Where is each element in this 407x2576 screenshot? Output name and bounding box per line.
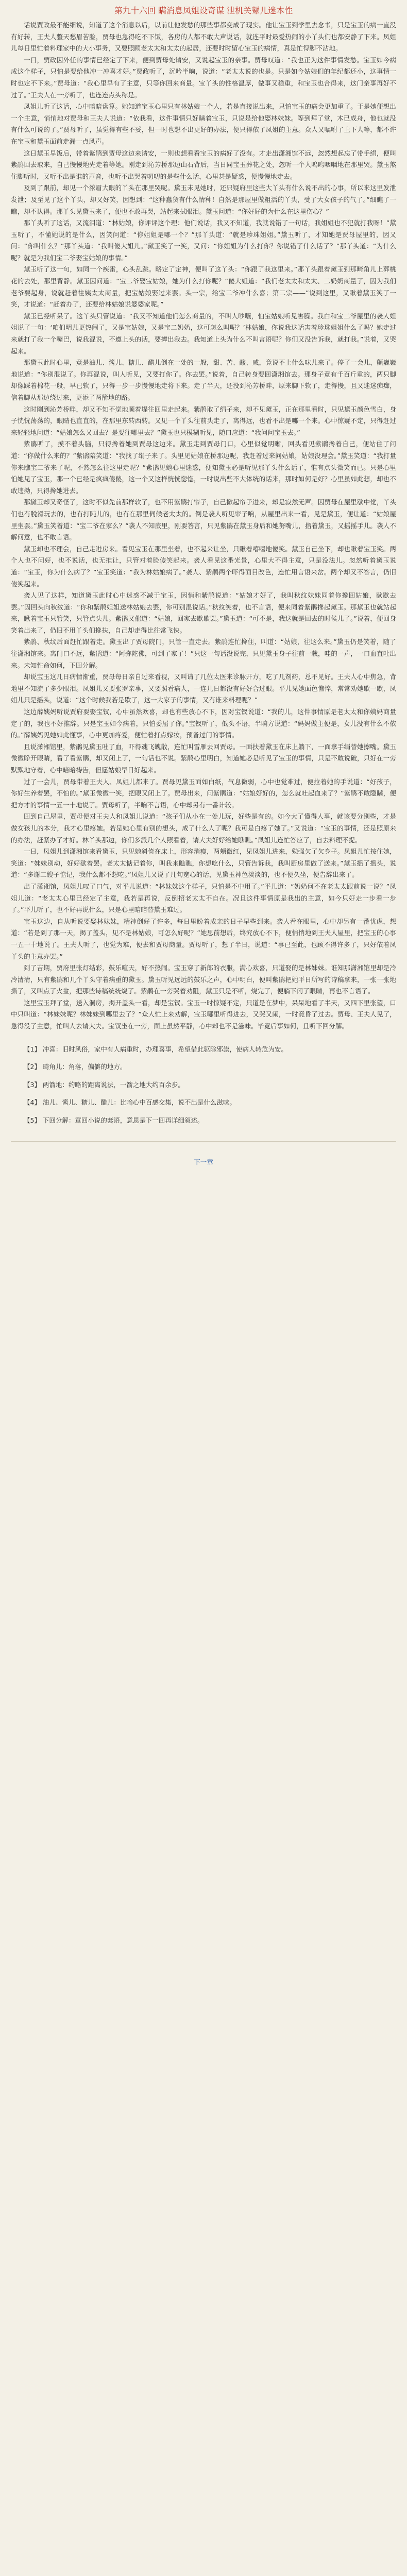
paragraph: 黛玉却也不理会，自己走进房来。看见宝玉在那里坐着，也不起来让坐，只瞅着嘻嘻地傻笑。黛玉自己坐下，却也瞅着宝玉笑。两个人也不问好，也不说话，也无推让，只管对着脸傻笑起来。袭人看见这番光景，心里大不得主意，只是没法儿。忽然听着黛玉说道：“宝玉，你为什么病了？”宝玉笑道：“我为林姑娘病了。”袭人、紫鹃两个吓得面目改色，连忙用言语来岔。两个却又不答言，仍旧傻笑起来。: [11, 545, 396, 588]
footnote: 【4】 油儿、酱儿、糖儿、醋儿：比喻心中百感交集，说不出是什么滋味。: [24, 1098, 236, 1107]
next-chapter-button[interactable]: 下一章: [194, 1158, 213, 1166]
footnote: 【2】 畸角儿：角落，偏僻的地方。: [24, 1063, 127, 1071]
paragraph: 黛玉已经听呆了。这丫头只管说道：“我又不知道他们怎么商量的，不叫人吵嚷，怕宝姑娘听见害臊。我白和宝二爷屋里的袭人姐姐说了一句：‘咱们明儿更热闹了，又是宝姑娘，又是宝二奶奶，这可怎么叫呢？’林姑娘，你说我这话害着珍珠姐姐什么了吗？她走过来就打了我一个嘴巴，说我混说，不遵上头的话，要撵出我去。我知道上头为什么不叫言语呢？你们又没告诉我，就打我。”说着，又哭起来。: [11, 312, 396, 355]
chapter-body: [11, 20, 396, 1032]
paragraph: 过了一会儿，贾母带着王夫人、凤姐儿都来了。贾母见黛玉面如白纸，气息微弱，心中也觉难过，便拉着她的手说道：“好孩子，你好生养着罢，不怕的。”黛玉微微一笑，把眼又闭上了。贾母出来，问紫鹃道：“姑娘好好的，怎么就吐起血来了？”紫鹃不敢隐瞒，便把方才的事情一五一十地说了。贾母听了，半晌不言语，心中却另有一番计较。: [11, 777, 396, 809]
paragraph: 一日，贾政因外任的事情已经定了下来，便到贾母处请安，又说起宝玉的亲事。贾母叹道：“我也正为这件事情发愁。宝玉如今病成这个样子，只怕是要给他冲一冲喜才好。”贾政听了，沉吟半晌，说道：“老太太说的也是。只是如今姑娘们的年纪都还小，这事情一时也定不下来。”贾母道：“我心里早有了主意，只等你回来商量。宝丫头的性格温厚，做事又稳重，和宝玉也合得来，这门亲事再好不过了。”王夫人在一旁听了，也连连点头称是。: [11, 56, 396, 99]
paragraph: 及到了跟前，却见一个浓眉大眼的丫头在那里哭呢。黛玉未见她时，还只疑府里这些大丫头有什么说不出的心事，所以来这里发泄发泄；及至见了这个丫头，却又好笑，因想到：“这种蠢货有什么情种！自然是那屋里做粗活的丫头，受了大女孩子的气了。”细瞧了一瞧，却不认得。那丫头见黛玉来了，便也不敢再哭，站起来拭眼泪。黛玉问道：“你好好的为什么在这里伤心？”: [11, 184, 396, 215]
paragraph: 且说潇湘馆里，紫鹃见黛玉吐了血，吓得魂飞魄散，连忙叫雪雁去回贾母。一面扶着黛玉在床上躺下，一面拿手绢替她擦嘴。黛玉微微睁开眼睛，看了看紫鹃，却又闭上了，一句话也不说。紫鹃心里明白，知道她必是听见了宝玉的事情，只是不敢说破，只好在一旁默默地守着，心中暗暗祷告，但愿姑娘早日好起来。: [11, 742, 396, 774]
paragraph: 这里宝玉拜了堂，送入洞房，揭开盖头一看，却是宝钗。宝玉一时惊疑不定，只道是在梦中，呆呆地看了半天，又四下里张望，口中只叫道：“林妹妹呢？林妹妹到哪里去了？”众人忙上来劝解，宝玉哪里听得进去，又哭又闹，一时竟昏了过去。贾母、王夫人见了，急得没了主意，忙叫人去请大夫。宝钗坐在一旁，面上虽然平静，心中却也不是滋味。毕竟后事如何，且听下回分解。: [11, 998, 396, 1030]
chapter-notes: [11, 1044, 396, 1127]
divider: [11, 1141, 396, 1142]
paragraph: 回到自己屋里，贾母便对王夫人和凤姐儿说道：“孩子们从小在一处儿玩，好些是有的。如今大了懂得人事，就该要分别些，才是做女孩儿的本分，我才心里疼她。若是她心里有别的想头，成了什么人了呢？我可是白疼了她了。”又说道：“宝玉的事情，还是照原来的办法，赶紧办了才好。林丫头那边，你们多派几个人照看着，请大夫好好给她瞧瞧。”凤姐儿连忙答应了，自去料理不提。: [11, 812, 396, 844]
chapter-title: 第九十六回 瞒消息凤姐设奇谋 泄机关颦儿迷本性: [114, 6, 293, 15]
paragraph: 那黛玉此时心里，竟是油儿、酱儿、糖儿、醋儿倒在一处的一般，甜、苦、酸、咸，竟说不上什么味儿来了。停了一会儿，颤巍巍地说道：“你别混说了。你再混说，叫人听见，又要打你了。你去罢。”说着，自己转身要回潇湘馆去。那身子竟有千百斤重的，两只脚却像踩着棉花一般，早已软了，只得一步一步慢慢地走将下来。走了半天，还没到沁芳桥畔，原来脚下软了，走得慢，且又迷迷痴痴，信着脚从那边绕过来，更添了两箭地的路。: [11, 359, 396, 401]
paragraph: 袭人见了这样，知道黛玉此时心中迷惑不减于宝玉，因悄和紫鹃说道：“姑娘才好了，我叫秋纹妹妹同着你搀回姑娘，歇歇去罢。”因回头向秋纹道：“你和紫鹃姐姐送林姑娘去罢，你可别混说话。”秋纹笑着，也不言语，便来同着紫鹃搀起黛玉。那黛玉也就站起来，瞅着宝玉只管笑，只管点头儿。紫鹃又催道：“姑娘，回家去歇歇罢。”黛玉道：“可不是，我这就是回去的时候儿了。”说着，便回身笑着出来了，仍旧不用丫头们搀扶，自己却走得比往常飞快。: [11, 591, 396, 634]
paragraph: 那黛玉却又奇怪了，这时不似先前那样软了，也不用紫鹃打帘子，自己掀起帘子进来，却是寂然无声。因贾母在屋里歇中觉，丫头们也有脱滑玩去的，也有打盹儿的，也有在那里伺候老太太的。倒是袭人听见帘子响，从屋里出来一看，见是黛玉，便让道：“姑娘屋里坐罢。”黛玉笑着道：“宝二爷在家么？”袭人不知底里，刚要答言，只见紫鹃在黛玉身后和她努嘴儿，指着黛玉，又摇摇手儿。袭人不解何意，也不敢言语。: [11, 498, 396, 541]
footnote: 【5】 下回分解：章回小说的套语，意思是下一回再详细叙述。: [24, 1116, 204, 1125]
paragraph: 宝玉这边，自从听说要娶林妹妹，精神倒好了许多，每日里盼着成亲的日子早些到来。袭人看在眼里，心中却另有一番忧虑，想道：“若是到了那一天，揭了盖头，见不是林姑娘，可怎么好呢？”她思前想后，终究放心不下，便悄悄地到王夫人屋里，把宝玉的心事一五一十地说了。王夫人听了，也觉为难，便去和贾母商量。贾母听了，想了半日，说道：“事已至此，也顾不得许多了，只好依着凤丫头的主意办罢。”: [11, 917, 396, 960]
paragraph: 黛玉听了这一句，如同一个疾雷，心头乱跳。略定了定神，便叫了这丫头：“你跟了我这里来。”那丫头跟着黛玉到那畸角儿上葬桃花的去处，那里背静。黛玉因问道：“宝二爷娶宝姑娘，她为什么打你呢？”傻大姐道：“我们老太太和太太、二奶奶商量了，因为我们老爷要起身，说就赶着往姨太太商量，把宝姑娘娶过来罢。头一宗，给宝二爷冲什么喜；第二宗——”说到这里，又瞅着黛玉笑了一笑，才说道：“赶着办了，还要给林姑娘说婆婆家呢。”: [11, 265, 396, 309]
paragraph: 却说宝玉这几日病情渐重，贾母每日亲自过来看视，又叫请了几位太医来诊脉开方，吃了几剂药，总不见好。王夫人心中焦急，背地里不知流了多少眼泪。凤姐儿又要张罗亲事，又要照看病人，一连几日都没有好好合过眼。平儿见她面色憔悴，常常劝她歇一歇，凤姐儿只是摇头，说道：“这个时候我若是歇了，这一大家子的事情，又有谁来料理呢？”: [11, 673, 396, 704]
footnote: 【3】 两箭地：约略的距离说法，一箭之地大约百余步。: [24, 1080, 184, 1089]
paragraph: 紫鹃、秋纹后面赶忙跟着走。黛玉出了贾母院门，只管一直走去。紫鹃连忙搀住，叫道：“姑娘，往这么来。”黛玉仍是笑着，随了往潇湘馆来。离门口不远，紫鹃道：“阿弥陀佛，可到了家了！”只这一句话没说完，只见黛玉身子往前一栽，哇的一声，一口血直吐出来。未知性命如何，下回分解。: [11, 638, 396, 669]
paragraph: 那丫头听了这话，又流泪道：“林姑娘，你评评这个理：他们说话，我又不知道，我就说错了一句话，我姐姐也不犯就打我呀！”黛玉听了，不懂她说的是什么，因笑问道：“你姐姐是哪一个？”那丫头道：“就是珍珠姐姐。”黛玉听了，才知她是贾母屋里的，因又问：“你叫什么？”那丫头道：“我叫傻大姐儿。”黛玉笑了一笑，又问：“你姐姐为什么打你？你说错了什么话了？”那丫头道：“为什么呢？就是为我们宝二爷娶宝姑娘的事情。”: [11, 219, 396, 262]
paragraph: 话说贾政最不能细说，知道了这个消息以后，以前让他发愁的那些事都变成了现实。他让宝玉到学里去念书，只是宝玉的病一直没有好转，王夫人整天愁眉苦脸，贾母也急得吃不下饭，各房的人都不敢大声说话，就连平时最爱热闹的小丫头们也都安静了下来。凤姐儿每日里忙着料理家中的大小事务，又要照顾老太太和太太的起居，还要时时留心宝玉的病情，真是忙得脚不沾地。: [11, 21, 396, 53]
paragraph: 凤姐儿听了这话，心中暗暗盘算。她知道宝玉心里只有林姑娘一个人，若是直接说出来，只怕宝玉的病会更加重了。于是她便想出一个主意，悄悄地对贾母和王夫人说道：“依我看，这件事情只好瞒着宝玉，只说是给他娶林妹妹。等到拜了堂，木已成舟，他也就没有什么可说的了。”贾母听了，虽觉得有些不妥，但一时也想不出更好的办法，便只得依了凤姐的主意。众人又嘱咐了上下人等，都不许在宝玉和黛玉面前走漏一点风声。: [11, 103, 396, 145]
paragraph: 这日黛玉早饭后，带着紫鹃到贾母这边来请安，一则也想看看宝玉的病好了没有。才走出潇湘馆不远，忽然想起忘了带手绢，便叫紫鹃回去取来，自己慢慢地先走着等她。刚走到沁芳桥那边山石背后，当日同宝玉葬花之处，忽听一个人呜呜咽咽地在那里哭。黛玉煞住脚听时，又听不出是谁的声音，也听不出哭着叨叨的是些什么话，心里甚是疑惑，便慢慢地走去。: [11, 149, 396, 180]
paragraph: 这边薛姨妈听说贾府要娶宝钗，心中虽然欢喜，却也有些放心不下，因对宝钗说道：“我的儿，这件事情原是老太太和你姨妈商量定了的，我也不好推辞。只是宝玉如今病着，只怕委屈了你。”宝钗听了，低头不语，半晌方说道：“妈妈做主便是，女儿没有什么不依的。”薛姨妈见她如此懂事，心中更加疼爱，便忙着打点嫁妆，预备过门的事情。: [11, 708, 396, 739]
paragraph: 一日，凤姐儿到潇湘馆来看黛玉，只见她斜倚在床上，形容消瘦，两颊微红，见凤姐儿进来，勉强欠了欠身子。凤姐儿忙按住她，笑道：“妹妹别动，好好歇着罢。老太太惦记着你，叫我来瞧瞧，你想吃什么，只管告诉我，我叫厨房里做了送来。”黛玉摇了摇头，说道：“多谢二嫂子惦记，我什么都不想吃。”凤姐儿又说了几句宽心的话，见黛玉神色淡淡的，也不便久坐，便告辞出来了。: [11, 848, 396, 879]
paragraph: 紫鹃听了，摸不着头脑，只得搀着她到贾母这边来。黛玉走到贾母门口，心里似觉明晰，回头看见紫鹃搀着自己，便站住了问道：“你做什么来的？”紫鹃陪笑道：“我找了绢子来了。头里见姑娘在桥那边呢，我赶着过来问姑娘，姑娘没理会。”黛玉笑道：“我打量你来瞧宝二爷来了呢，不然怎么往这里走呢？”紫鹃见她心里迷惑，便知黛玉必是听见那丫头什么话了，惟有点头微笑而已。只是心里怕她见了宝玉，那一个已经是疯疯傻傻，这一个又这样恍恍惚惚，一时说出些不大体统的话来，那时如何是好？心里虽如此想，却也不敢违拗，只得搀她进去。: [11, 440, 396, 495]
paragraph: 这时刚到沁芳桥畔，却又不知不觉地顺着堤往回里走起来。紫鹃取了绢子来，却不见黛玉，正在那里看时，只见黛玉颜色雪白，身子恍恍荡荡的，眼睛也直直的，在那里东转西转。又见一个丫头往前头走了，离得远，也看不出是哪一个来。心中惊疑不定，只得赶过来轻轻地问道：“姑娘怎么又回去？是要往哪里去？”黛玉也只模糊听见，随口应道：“我问问宝玉去。”: [11, 405, 396, 436]
footnote: 【1】 冲喜：旧时风俗，家中有人病重时，办理喜事，希望借此驱除邪祟，使病人转危为安。: [24, 1045, 287, 1053]
paragraph: 到了吉期，贾府里张灯结彩，鼓乐喧天，好不热闹。宝玉穿了新郎的衣服，满心欢喜，只道娶的是林妹妹。谁知那潇湘馆里却是冷冷清清，只有紫鹃和几个丫头守着病重的黛玉。黛玉听见远远的鼓乐之声，心中明白，便叫紫鹃把她平日所写的诗稿拿来，一张一张地撕了，又叫点了火盆，把那些诗稿统统烧了。紫鹃在一旁哭着劝阻，黛玉只是不听，烧完了，便躺下闭了眼睛，再也不言语了。: [11, 964, 396, 995]
paragraph: 出了潇湘馆，凤姐儿叹了口气，对平儿说道：“林妹妹这个样子，只怕是不中用了。”平儿道：“奶奶何不在老太太跟前说一说？”凤姐儿道：“老太太心里已经定了主意，我若是再说，反倒招老太太不自在。况且这件事情原是我出的主意，如今只好走一步看一步了。”平儿听了，也不好再说什么，只是心里暗暗替黛玉难过。: [11, 882, 396, 914]
